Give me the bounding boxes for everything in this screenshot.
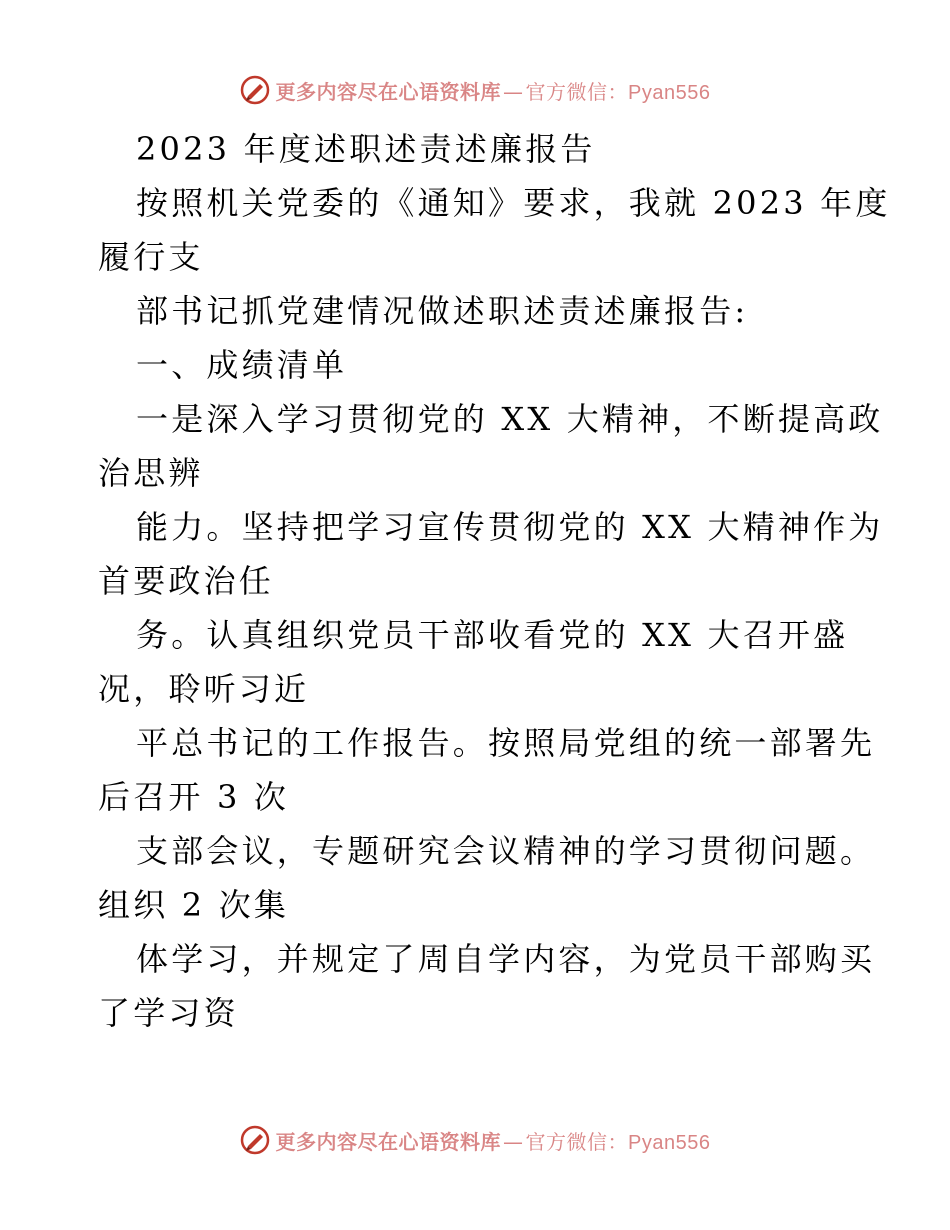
paragraph-line: 况，聆听习近 [98,670,310,708]
paragraph-line: 能力。坚持把学习宣传贯彻党的 XX 大精神作为 [136,508,884,546]
section-heading: 一、成绩清单 [136,346,348,384]
document-body [98,122,891,1040]
watermark-brand: 更多内容尽在心语资料库 [275,1129,502,1154]
paragraph-line: 后召开 3 次 [98,778,290,816]
pen-logo-icon [240,75,270,105]
paragraph-line: 支部会议，专题研究会议精神的学习贯彻问题。 [136,832,876,870]
paragraph-line: 部书记抓党建情况做述职述责述廉报告: [136,292,749,330]
paragraph-line: 首要政治任 [98,562,275,600]
paragraph-line: 一是深入学习贯彻党的 XX 大精神，不断提高政 [136,400,884,438]
watermark-label: 官方微信： [525,79,629,104]
header-watermark [0,70,950,110]
watermark-separator: — [503,79,524,104]
paragraph-line: 平总书记的工作报告。按照局党组的统一部署先 [136,724,876,762]
pen-logo-icon [240,1125,270,1155]
paragraph-line: 体学习，并规定了周自学内容，为党员干部购买 [136,940,876,978]
watermark-text [276,76,711,105]
paragraph-line: 务。认真组织党员干部收看党的 XX 大召开盛 [136,616,849,654]
document-title: 2023 年度述职述责述廉报告 [136,130,596,168]
watermark-id: Pyan556 [628,1131,711,1154]
watermark-label: 官方微信： [525,1129,629,1154]
paragraph-line: 治思辨 [98,454,204,492]
paragraph-line: 组织 2 次集 [98,886,290,924]
watermark-separator: — [503,1129,524,1154]
paragraph-line: 了学习资 [98,994,239,1032]
paragraph-line: 履行支 [98,238,204,276]
watermark-brand: 更多内容尽在心语资料库 [275,79,502,104]
watermark-text [276,1126,711,1155]
footer-watermark [0,1120,950,1160]
paragraph-line: 按照机关党委的《通知》要求，我就 2023 年度 [136,184,891,222]
watermark-id: Pyan556 [628,81,711,104]
